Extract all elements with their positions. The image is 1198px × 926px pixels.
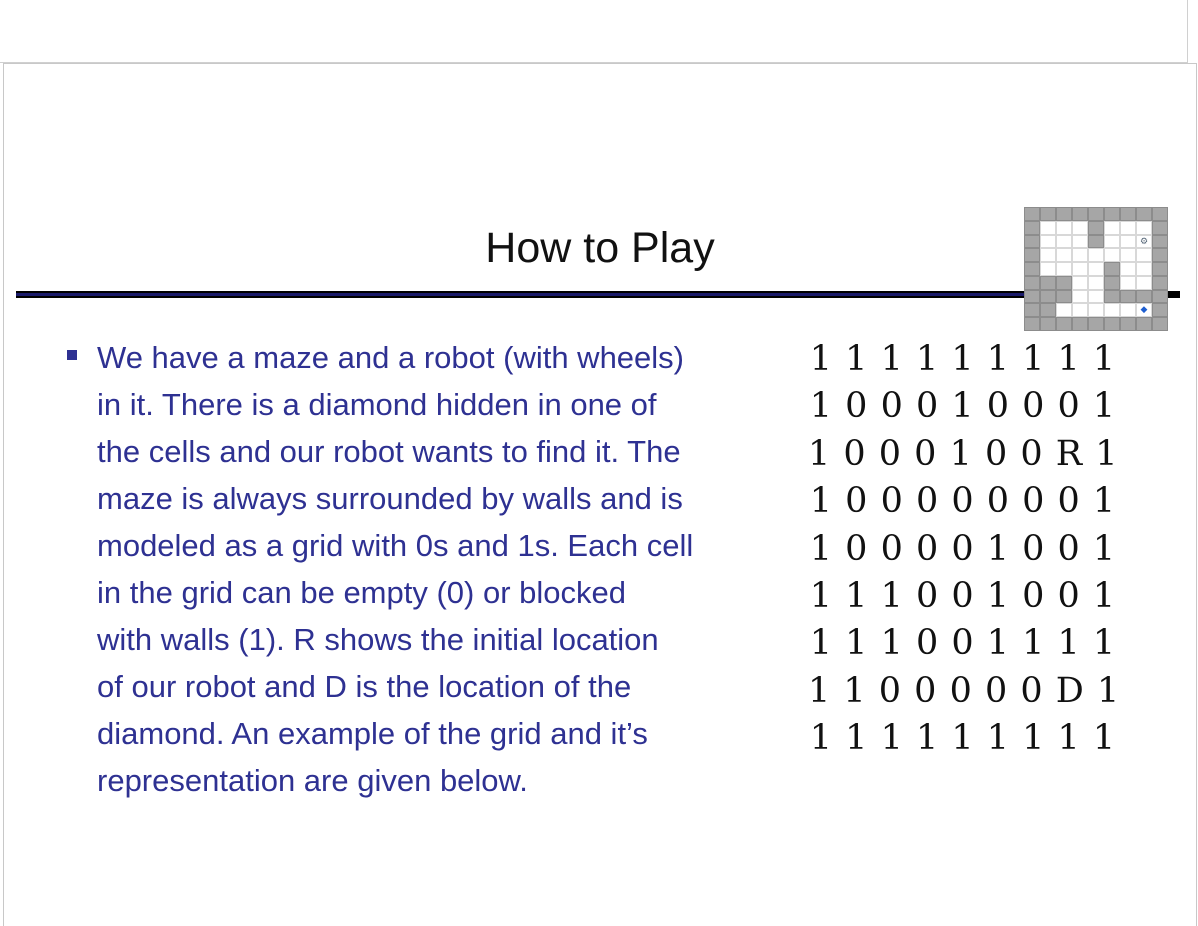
maze-open-cell: [1136, 303, 1152, 317]
slide-title: How to Play: [485, 224, 715, 272]
grid-row: 1 0 0 0 1 0 0 R 1: [808, 433, 1119, 474]
maze-open-cell: [1056, 248, 1072, 262]
title-underline-accent: [16, 293, 1026, 296]
maze-wall-cell: [1040, 317, 1056, 331]
maze-wall-cell: [1152, 248, 1168, 262]
maze-open-cell: [1040, 248, 1056, 262]
maze-wall-cell: [1024, 317, 1040, 331]
bullet-text-line: of our robot and D is the location of the: [97, 669, 632, 704]
maze-wall-cell: [1088, 235, 1104, 249]
maze-illustration: [1024, 207, 1168, 331]
maze-open-cell: [1104, 235, 1120, 249]
maze-open-cell: [1056, 262, 1072, 276]
previous-slide-edge: [0, 0, 1188, 63]
grid-row: 1 0 0 0 0 1 0 0 1: [809, 528, 1117, 569]
grid-row: 1 0 0 0 1 0 0 0 1: [809, 386, 1117, 427]
maze-wall-cell: [1152, 235, 1168, 249]
maze-open-cell: [1104, 248, 1120, 262]
maze-open-cell: [1120, 303, 1136, 317]
maze-open-cell: [1120, 221, 1136, 235]
maze-wall-cell: [1024, 303, 1040, 317]
maze-open-cell: [1088, 276, 1104, 290]
diamond-icon: ◆: [1140, 305, 1148, 316]
maze-wall-cell: [1104, 207, 1120, 221]
maze-open-cell: [1072, 235, 1088, 249]
maze-wall-cell: [1104, 290, 1120, 304]
maze-open-cell: [1136, 248, 1152, 262]
bullet-text-line: maze is always surrounded by walls and is: [97, 481, 683, 516]
maze-open-cell: [1136, 276, 1152, 290]
maze-wall-cell: [1152, 262, 1168, 276]
maze-open-cell: [1136, 221, 1152, 235]
maze-open-cell: [1072, 248, 1088, 262]
grid-row: 1 1 1 0 0 1 1 1 1: [809, 623, 1117, 664]
maze-open-cell: [1072, 290, 1088, 304]
maze-open-cell: [1056, 235, 1072, 249]
bullet-text-line: We have a maze and a robot (with wheels): [97, 340, 685, 375]
grid-row: 1 0 0 0 0 0 0 0 1: [809, 481, 1117, 522]
maze-open-cell: [1088, 248, 1104, 262]
maze-wall-cell: [1152, 303, 1168, 317]
maze-wall-cell: [1088, 221, 1104, 235]
maze-open-cell: [1120, 248, 1136, 262]
grid-row: 1 1 1 0 0 1 0 0 1: [809, 575, 1117, 616]
maze-open-cell: [1040, 221, 1056, 235]
bullet-text-line: in the grid can be empty (0) or blocked: [97, 575, 626, 610]
maze-wall-cell: [1056, 276, 1072, 290]
grid-row: 1 1 1 1 1 1 1 1 1: [809, 718, 1117, 759]
maze-wall-cell: [1072, 207, 1088, 221]
maze-open-cell: [1056, 303, 1072, 317]
maze-wall-cell: [1136, 290, 1152, 304]
maze-open-cell: [1120, 276, 1136, 290]
maze-wall-cell: [1120, 290, 1136, 304]
maze-wall-cell: [1056, 317, 1072, 331]
bullet-marker-icon: [67, 350, 77, 360]
maze-open-cell: [1040, 262, 1056, 276]
maze-wall-cell: [1072, 317, 1088, 331]
maze-wall-cell: [1120, 207, 1136, 221]
maze-wall-cell: [1088, 207, 1104, 221]
maze-wall-cell: [1104, 276, 1120, 290]
maze-wall-cell: [1024, 248, 1040, 262]
grid-row: 1 1 0 0 0 0 0 D 1: [808, 670, 1121, 711]
maze-wall-cell: [1024, 276, 1040, 290]
maze-wall-cell: [1040, 290, 1056, 304]
maze-open-cell: [1104, 303, 1120, 317]
maze-open-cell: [1136, 262, 1152, 276]
maze-open-cell: [1120, 262, 1136, 276]
maze-wall-cell: [1040, 207, 1056, 221]
maze-wall-cell: [1136, 207, 1152, 221]
maze-wall-cell: [1136, 317, 1152, 331]
maze-wall-cell: [1040, 276, 1056, 290]
maze-open-cell: [1088, 262, 1104, 276]
maze-open-cell: [1072, 276, 1088, 290]
maze-wall-cell: [1088, 317, 1104, 331]
maze-wall-cell: [1120, 317, 1136, 331]
maze-open-cell: [1072, 221, 1088, 235]
maze-open-cell: [1056, 221, 1072, 235]
maze-wall-cell: [1104, 262, 1120, 276]
bullet-text-line: modeled as a grid with 0s and 1s. Each cell: [97, 528, 694, 563]
maze-open-cell: [1072, 262, 1088, 276]
bullet-text-line: diamond. An example of the grid and it’s: [97, 716, 648, 751]
bullet-text-line: with walls (1). R shows the initial location: [97, 622, 659, 657]
maze-open-cell: [1088, 290, 1104, 304]
robot-icon: ⚙: [1139, 236, 1149, 247]
bullet-text-line: in it. There is a diamond hidden in one of: [97, 387, 657, 422]
maze-wall-cell: [1056, 207, 1072, 221]
maze-wall-cell: [1152, 317, 1168, 331]
maze-wall-cell: [1040, 303, 1056, 317]
maze-open-cell: [1088, 303, 1104, 317]
bullet-text-line: the cells and our robot wants to find it. The: [97, 434, 681, 469]
maze-wall-cell: [1024, 290, 1040, 304]
maze-wall-cell: [1024, 262, 1040, 276]
maze-open-cell: [1136, 235, 1152, 249]
maze-wall-cell: [1152, 276, 1168, 290]
maze-open-cell: [1104, 221, 1120, 235]
maze-wall-cell: [1152, 290, 1168, 304]
bullet-text-line: representation are given below.: [97, 763, 528, 798]
grid-row: 1 1 1 1 1 1 1 1 1: [809, 339, 1117, 379]
bullet-text: [97, 334, 787, 804]
maze-open-cell: [1040, 235, 1056, 249]
maze-wall-cell: [1024, 221, 1040, 235]
maze-open-cell: [1072, 303, 1088, 317]
maze-wall-cell: [1056, 290, 1072, 304]
maze-wall-cell: [1024, 235, 1040, 249]
maze-wall-cell: [1152, 207, 1168, 221]
maze-wall-cell: [1104, 317, 1120, 331]
maze-open-cell: [1120, 235, 1136, 249]
maze-wall-cell: [1152, 221, 1168, 235]
maze-wall-cell: [1024, 207, 1040, 221]
grid-representation: [808, 336, 1121, 763]
